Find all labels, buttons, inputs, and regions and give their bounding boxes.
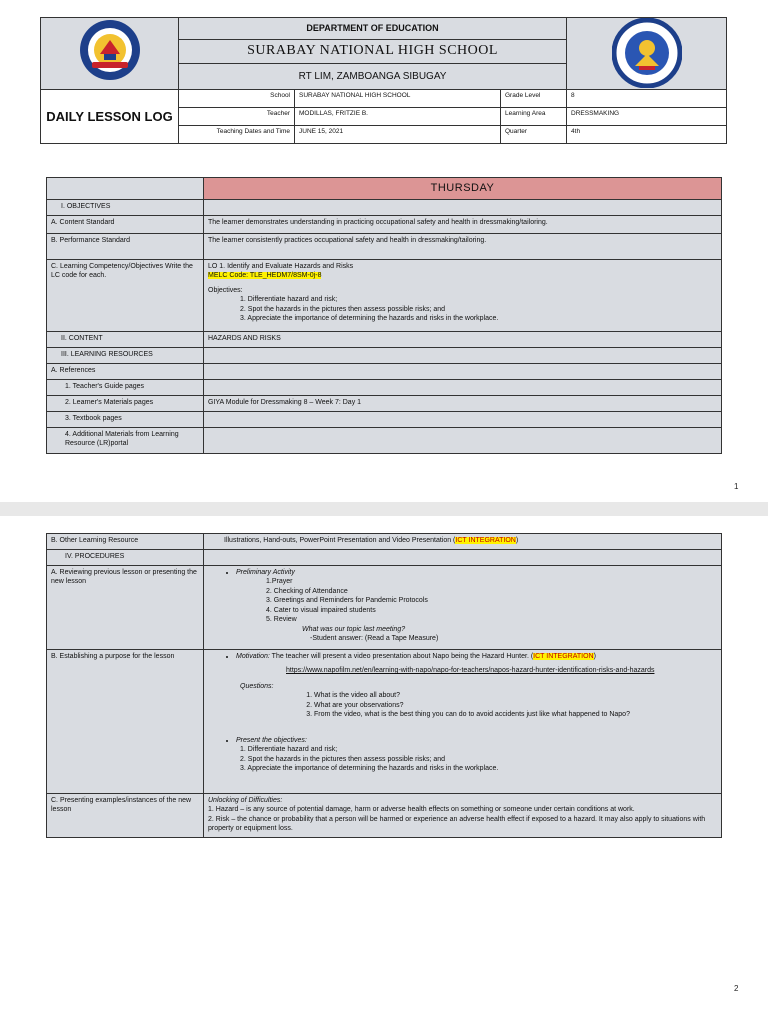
grade-level-value: 8 (567, 90, 727, 108)
motivation-label: Motivation: (236, 653, 270, 660)
review-cell (204, 566, 722, 650)
other-resource-label: B. Other Learning Resource (47, 534, 204, 550)
day-header: THURSDAY (204, 178, 722, 200)
references-label: A. References (47, 364, 204, 380)
examples-cell (204, 794, 722, 838)
prelim-item: 3. Greetings and Reminders for Pandemic Protocols (266, 597, 428, 605)
objectives-heading: I. OBJECTIVES (47, 200, 204, 216)
teachers-guide-label: 1. Teacher's Guide pages (47, 380, 204, 396)
learners-materials-label: 2. Learner's Materials pages (47, 396, 204, 412)
teachers-guide-value (204, 380, 722, 396)
other-resource-value: Illustrations, Hand-outs, PowerPoint Presentation and Video Presentation (ICT INTEGRATION) (204, 534, 722, 550)
additional-materials-value (204, 428, 722, 454)
prelim-item: 2. Checking of Attendance (266, 587, 348, 595)
page-separator (0, 502, 768, 516)
learning-resources-label: III. LEARNING RESOURCES (47, 348, 204, 364)
textbook-pages-label: 3. Textbook pages (47, 412, 204, 428)
questions-label: Questions: (240, 682, 274, 690)
teacher-value: MODILLAS, FRITZIE B. (295, 108, 501, 126)
learning-area-label: Learning Area (501, 108, 567, 126)
header-table (40, 17, 727, 144)
prelim-item: 4. Cater to visual impaired students (266, 606, 376, 614)
daily-lesson-log-title: DAILY LESSON LOG (41, 90, 179, 144)
quarter-value: 4th (567, 126, 727, 144)
review-question: What was our topic last meeting? (302, 625, 406, 633)
department-title: DEPARTMENT OF EDUCATION (179, 18, 567, 40)
competency-cell (204, 260, 722, 332)
right-seal-cell (567, 18, 727, 90)
risk-definition: 2. Risk – the chance or probability that a person will be harmed or experience an adverse health effect if exposed to a hazard. It may also apply to situations with property or equipment loss. (208, 815, 706, 833)
purpose-cell: • Motivation: The teacher will present a video presentation about Napo being the Hazard Hunter. (ICT INTEGRATION) https://www.napofilm.net/en/learning-with-napo/napo-for-teachers/napos-hazard-hunter-identification-risks-and-hazards Questions: 1. What is the video all about? 2. What are your observations? 3. From the video, what is the best thing you can do to avoid accidents just like what happened to Napo? • Present the objectives: 1. Differentiate hazard and risk; 2. Spot the hazards in the pictures then assess possible risks; and 3. Appreciate the importance of determining the hazards and risks in the workplace. (204, 650, 722, 794)
lo-text: LO 1. Identify and Evaluate Hazards and Risks (208, 263, 354, 270)
unlocking-difficulties-label: Unlocking of Difficulties: (208, 797, 283, 804)
ict-integration-badge: ICT INTEGRATION (533, 653, 594, 660)
content-standard-value: The learner demonstrates understanding in practicing occupational safety and health in dressmaking/tailoring. (204, 216, 722, 234)
review-label: A. Reviewing previous lesson or presenting the new lesson (47, 566, 204, 650)
student-answer: -Student answer: (Read a Tape Measure) (310, 635, 439, 643)
lesson-table-page2 (46, 533, 722, 838)
school-seal-logo (78, 18, 142, 82)
page-number-1: 1 (734, 482, 739, 491)
objectives-empty (204, 200, 722, 216)
objective-item: 2. Spot the hazards in the pictures then assess possible risks; and (240, 305, 446, 313)
textbook-pages-value (204, 412, 722, 428)
prelim-item: 5. Review (266, 616, 297, 624)
objectives-subheading: Objectives: (208, 286, 243, 294)
content-label: II. CONTENT (47, 332, 204, 348)
additional-materials-label: 4. Additional Materials from Learning Resource (LR)portal (47, 428, 204, 454)
procedures-empty (204, 550, 722, 566)
question-item: 3. From the video, what is the best thing you can do to avoid accidents just like what happened to Napo? (314, 710, 717, 719)
school-value: SURABAY NATIONAL HIGH SCHOOL (295, 90, 501, 108)
procedures-heading: IV. PROCEDURES (47, 550, 204, 566)
objective-item: 3. Appreciate the importance of determining the hazards and risks in the workplace. (240, 764, 499, 772)
learners-materials-value: GIYA Module for Dressmaking 8 – Week 7: Day 1 (204, 396, 722, 412)
content-standard-label: A. Content Standard (47, 216, 204, 234)
performance-standard-label: B. Performance Standard (47, 234, 204, 260)
performance-standard-value: The learner consistently practices occupational safety and health in dressmaking/tailoring. (204, 234, 722, 260)
school-address: RT LIM, ZAMBOANGA SIBUGAY (179, 64, 567, 90)
content-value: HAZARDS AND RISKS (204, 332, 722, 348)
learning-resources-empty (204, 348, 722, 364)
objective-item: 1. Differentiate hazard and risk; (240, 746, 338, 754)
examples-label: C. Presenting examples/instances of the new lesson (47, 794, 204, 838)
day-header-empty (47, 178, 204, 200)
objective-item: 3. Appreciate the importance of determining the hazards and risks in the workplace. (240, 315, 499, 323)
grade-level-label: Grade Level (501, 90, 567, 108)
objective-item: 2. Spot the hazards in the pictures then assess possible risks; and (240, 755, 446, 763)
motivation-text: The teacher will present a video presentation about Napo being the Hazard Hunter. ( (269, 653, 534, 660)
objective-item: 1. Differentiate hazard and risk; (240, 296, 338, 304)
teaching-dates-value: JUNE 15, 2021 (295, 126, 501, 144)
learning-area-value: DRESSMAKING (567, 108, 727, 126)
hazard-definition: 1. Hazard – is any source of potential damage, harm or adverse health effects on something or someone under certain conditions at work. (208, 806, 635, 814)
competency-label: C. Learning Competency/Objectives Write the LC code for each. (47, 260, 204, 332)
school-name-title: SURABAY NATIONAL HIGH SCHOOL (179, 40, 567, 64)
prelim-item: 1.Prayer (266, 578, 293, 586)
deped-seal-logo (612, 18, 682, 88)
teacher-label: Teacher (179, 108, 295, 126)
left-seal-cell (41, 18, 179, 90)
melc-code: MELC Code: TLE_HEDM7/8SM-0j-8 (208, 272, 322, 280)
lesson-table-page1 (46, 177, 722, 454)
napo-video-link[interactable]: https://www.napofilm.net/en/learning-with-napo/napo-for-teachers/napos-hazard-hunter-identification-risks-and-hazards (286, 667, 655, 675)
teaching-dates-label: Teaching Dates and Time (179, 126, 295, 144)
preliminary-activity: • Preliminary Activity (236, 568, 717, 577)
page-number-2: 2 (734, 984, 739, 993)
references-empty (204, 364, 722, 380)
question-item: 2. What are your observations? (314, 701, 717, 710)
school-label: School (179, 90, 295, 108)
ict-integration-badge: ICT INTEGRATION (455, 537, 516, 544)
question-item: 1. What is the video all about? (314, 691, 717, 700)
purpose-label: B. Establishing a purpose for the lesson (47, 650, 204, 794)
present-objectives-label: • Present the objectives: (236, 736, 717, 745)
quarter-label: Quarter (501, 126, 567, 144)
